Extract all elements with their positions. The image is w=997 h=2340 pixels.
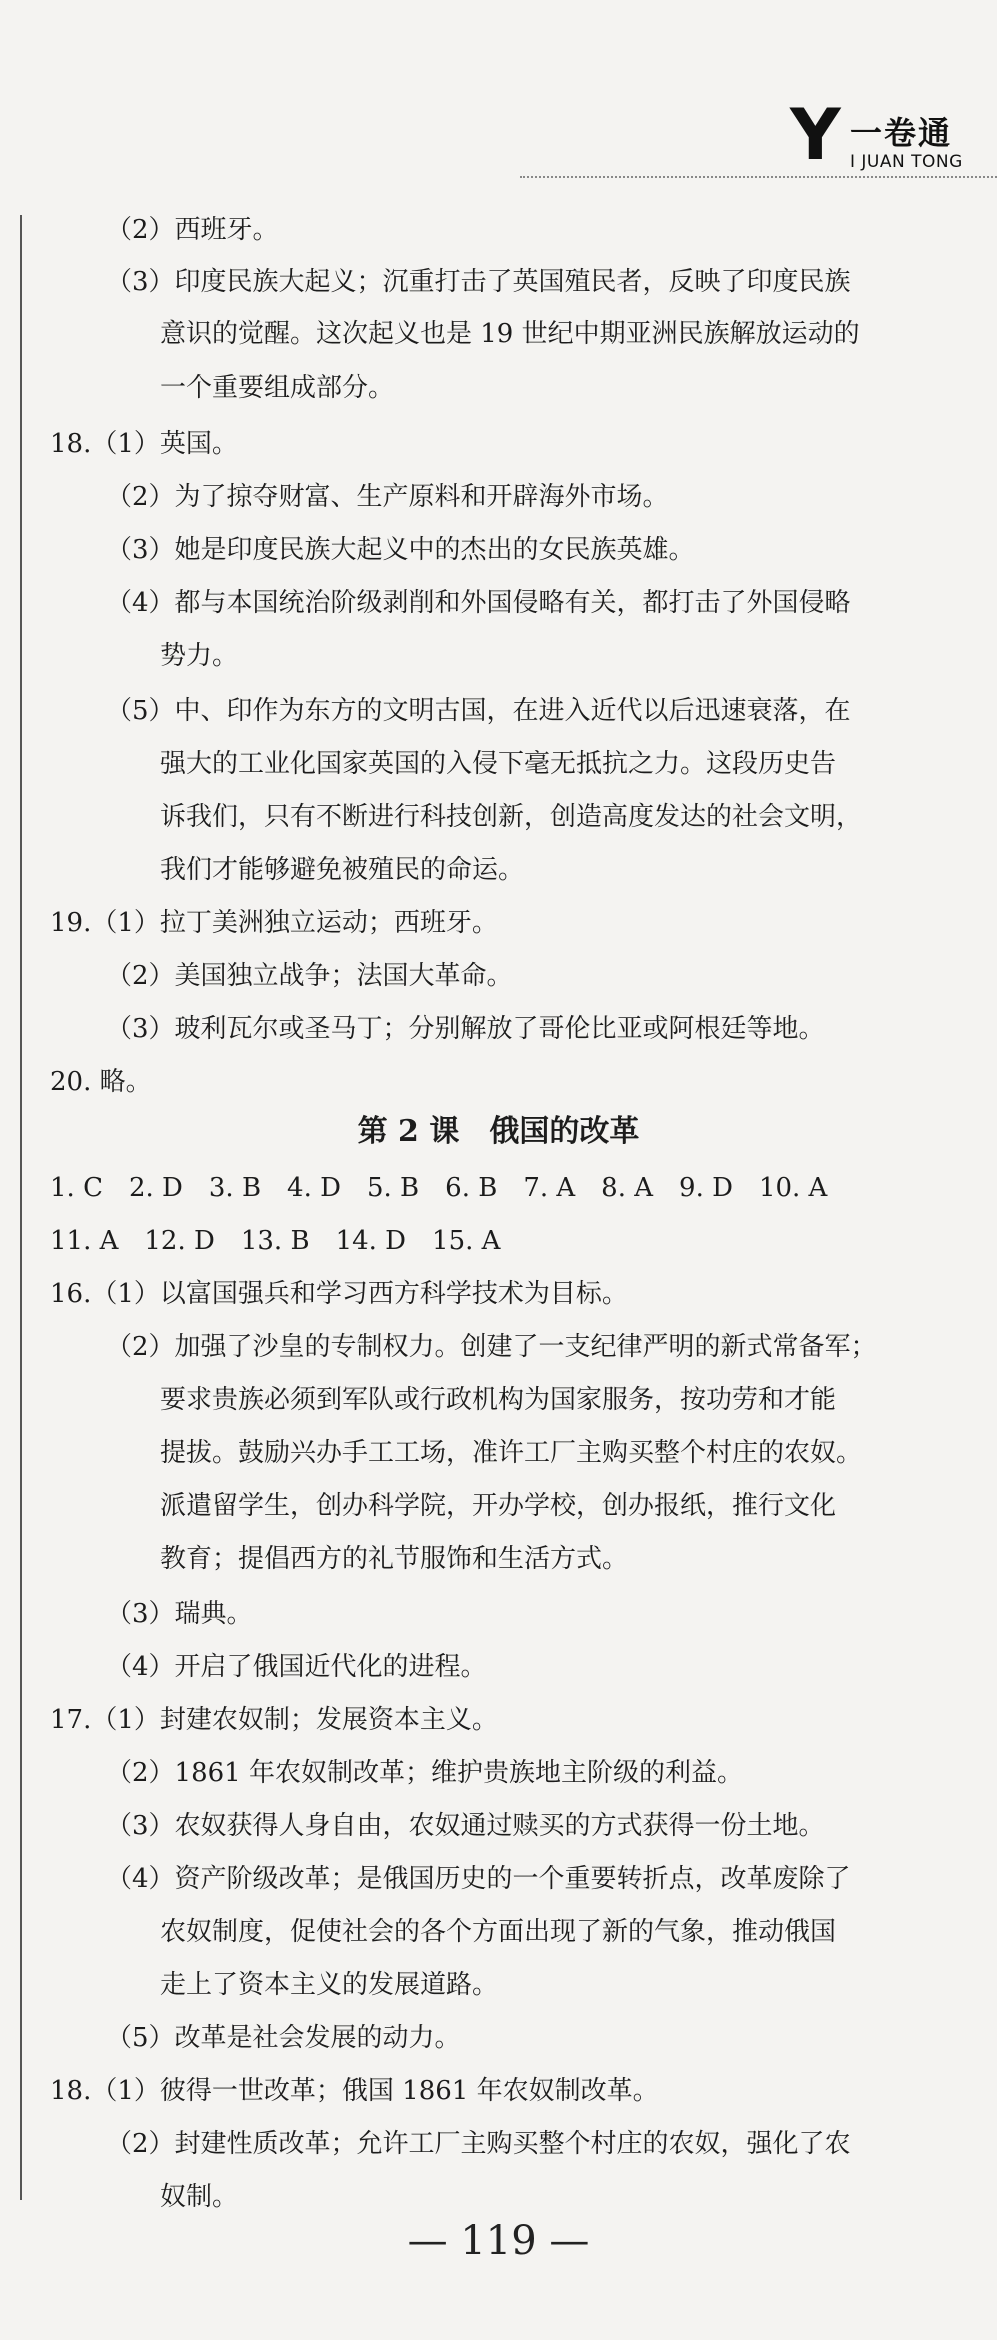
text-line: 要求贵族必须到军队或行政机构为国家服务，按功劳和才能 [160,1385,837,1415]
text-line: （3）瑞典。 [106,1599,253,1629]
text-line: 17.（1）封建农奴制；发展资本主义。 [50,1705,498,1735]
text-line: 教育；提倡西方的礼节服饰和生活方式。 [160,1544,629,1574]
text-line: 18.（1）英国。 [50,429,238,459]
text-line: （5）改革是社会发展的动力。 [106,2023,461,2053]
section-heading: 第 2 课 俄国的改革 [357,1114,640,1149]
text-line: （2）加强了沙皇的专制权力。创建了一支纪律严明的新式常备军； [106,1332,877,1362]
text-line: （4）资产阶级改革；是俄国历史的一个重要转折点，改革废除了 [106,1864,851,1894]
text-line: 1. C 2. D 3. B 4. D 5. B 6. B 7. A 8. A 9. D 10. A [50,1173,828,1203]
text-line: （2）为了掠夺财富、生产原料和开辟海外市场。 [106,482,669,512]
text-line: 诉我们，只有不断进行科技创新，创造高度发达的社会文明， [160,802,863,832]
logo-pinyin-text: I JUAN TONG [850,152,963,172]
text-line: 走上了资本主义的发展道路。 [160,1970,499,2000]
page-number: — 119 — [407,2218,590,2264]
text-line: 派遣留学生，创办科学院，开办学校，创办报纸，推行文化 [160,1491,837,1521]
text-line: （5）中、印作为东方的文明古国，在进入近代以后迅速衰落，在 [106,696,851,726]
text-line: 势力。 [160,641,239,671]
text-line: 11. A 12. D 13. B 14. D 15. A [50,1226,501,1256]
text-line: （2）1861 年农奴制改革；维护贵族地主阶级的利益。 [106,1758,743,1788]
text-line: 意识的觉醒。这次起义也是 19 世纪中期亚洲民族解放运动的 [160,319,860,349]
text-line: （2）西班牙。 [106,215,279,245]
text-line: （3）印度民族大起义；沉重打击了英国殖民者，反映了印度民族 [106,267,851,297]
text-line: 奴制。 [160,2182,239,2212]
text-line: 强大的工业化国家英国的入侵下毫无抵抗之力。这段历史告 [160,749,837,779]
text-line: （3）玻利瓦尔或圣马丁；分别解放了哥伦比亚或阿根廷等地。 [106,1014,825,1044]
text-line: 19.（1）拉丁美洲独立运动；西班牙。 [50,908,498,938]
text-line: （2）美国独立战争；法国大革命。 [106,961,513,991]
text-line: 我们才能够避免被殖民的命运。 [160,855,525,885]
text-line: 18.（1）彼得一世改革；俄国 1861 年农奴制改革。 [50,2076,659,2106]
text-line: （3）她是印度民族大起义中的杰出的女民族英雄。 [106,535,695,565]
text-line: （4）开启了俄国近代化的进程。 [106,1652,487,1682]
text-line: 提拔。鼓励兴办手工工场，准许工厂主购买整个村庄的农奴。 [160,1438,863,1468]
text-line: 16.（1）以富国强兵和学习西方科学技术为目标。 [50,1279,628,1309]
text-line: （3）农奴获得人身自由，农奴通过赎买的方式获得一份土地。 [106,1811,825,1841]
text-line: 20. 略。 [50,1067,152,1097]
text-line: （2）封建性质改革；允许工厂主购买整个村庄的农奴，强化了农 [106,2129,851,2159]
text-line: （4）都与本国统治阶级剥削和外国侵略有关，都打击了外国侵略 [106,588,851,618]
text-line: 一个重要组成部分。 [160,373,395,403]
text-line: 农奴制度，促使社会的各个方面出现了新的气象，推动俄国 [160,1917,837,1947]
logo-letter: Y [790,94,841,176]
logo-chinese-text: 一卷通 [850,114,953,152]
